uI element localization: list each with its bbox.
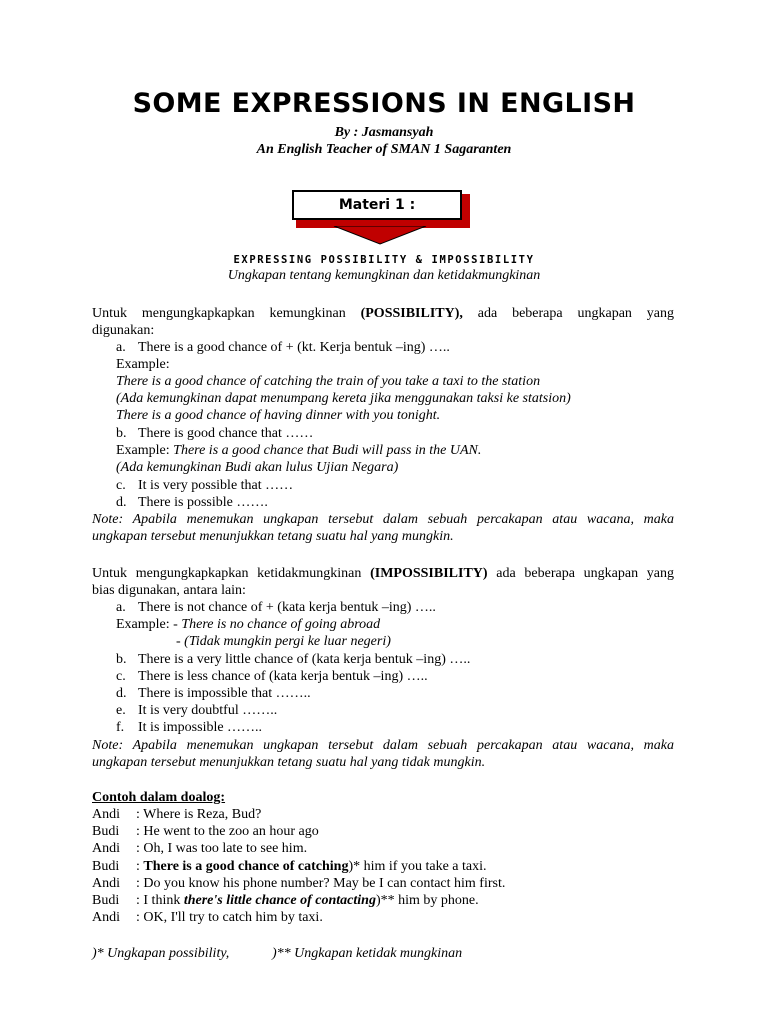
author-line: By : Jasmansyah (334, 125, 434, 140)
list-item-text: There is not chance of + (kata kerja bentuk –ing) ….. (138, 600, 436, 615)
dialog-text: Where is Reza, Bud? (143, 807, 262, 822)
possibility-intro (92, 305, 674, 322)
section-heading: EXPRESSING POSSIBILITY & IMPOSSIBILITY (233, 254, 535, 266)
dialog-text: Do you know his phone number? May be I can contact him first. (143, 876, 506, 891)
speaker-name: Andi (92, 841, 120, 856)
impossibility-item-b (116, 651, 470, 668)
dialog-text: )* him if you take a taxi. (348, 859, 487, 874)
dialog-separator: : (136, 859, 144, 874)
list-marker: e. (116, 703, 126, 718)
dialog-line (92, 875, 505, 892)
example-translation: - (Tidak mungkin pergi ke luar negeri) (176, 634, 391, 649)
possibility-note-line2: ungkapan tersebut menunjukkan tetang suatu hal yang mungkin. (92, 529, 454, 544)
dialog-separator: : (136, 807, 144, 822)
dialog-line (92, 909, 323, 926)
impossibility-note-line2: ungkapan tersebut menunjukkan tetang suatu hal yang tidak mungkin. (92, 755, 486, 770)
example-translation: (Ada kemungkinan Budi akan lulus Ujian Negara) (116, 460, 399, 475)
dialog-line (92, 840, 307, 857)
speaker-name: Budi (92, 824, 120, 839)
dialog-key-expression: There is a good chance of catching (143, 859, 349, 874)
impossibility-item-c (116, 668, 428, 685)
example-translation: (Ada kemungkinan dapat menumpang kereta jika menggunakan taksi ke statsion) (116, 391, 571, 406)
possibility-item-b (116, 425, 313, 442)
list-marker: c. (116, 478, 126, 493)
list-marker: f. (116, 720, 125, 735)
dialog-key-expression: there's little chance of contacting (183, 893, 376, 908)
materi-callout (292, 190, 472, 246)
impossibility-item-a (116, 599, 436, 616)
impossibility-keyword: (IMPOSSIBILITY) (370, 566, 488, 581)
impossibility-intro-tail: ada beberapa ungkapan yang (487, 566, 674, 581)
dialog-separator: : (136, 841, 144, 856)
example-sentence: There is a good chance of having dinner with you tonight. (116, 408, 441, 423)
dialog-separator: : (136, 876, 144, 891)
page-title: SOME EXPRESSIONS IN ENGLISH (132, 88, 636, 119)
materi-label: Materi 1 : (292, 190, 462, 220)
example-label: Example: (116, 443, 174, 458)
dialog-text-pre: I think (143, 893, 184, 908)
list-item-text: There is less chance of (kata kerja bentuk –ing) ….. (138, 669, 428, 684)
dialog-heading: Contoh dalam doalog: (92, 790, 226, 805)
impossibility-item-d (116, 685, 311, 702)
list-item-text: There is impossible that …….. (138, 686, 311, 701)
list-item-text: There is possible ……. (138, 495, 268, 510)
footnote-impossibility: )** Ungkapan ketidak mungkinan (272, 946, 463, 961)
dialog-line (92, 806, 261, 823)
example-label: Example: (116, 357, 170, 372)
list-item-text: There is a very little chance of (kata kerja bentuk –ing) ….. (138, 652, 471, 667)
example-sentence: There is a good chance of catching the train of you take a taxi to the station (116, 374, 541, 389)
dialog-line (92, 858, 487, 875)
down-arrow-icon (330, 226, 430, 246)
example-line (116, 442, 481, 459)
author-role-line: An English Teacher of SMAN 1 Sagaranten (256, 142, 512, 157)
speaker-name: Budi (92, 859, 120, 874)
possibility-keyword: (POSSIBILITY), (360, 306, 463, 321)
possibility-item-a (116, 339, 450, 356)
dialog-line (92, 892, 479, 909)
footnote-possibility: )* Ungkapan possibility, (92, 946, 230, 961)
speaker-name: Andi (92, 807, 120, 822)
possibility-item-d (116, 494, 268, 511)
dialog-separator: : (136, 910, 144, 925)
dialog-text: Oh, I was too late to see him. (143, 841, 308, 856)
example-sentence: There is a good chance that Budi will pass in the UAN. (173, 443, 482, 458)
list-marker: a. (116, 340, 126, 355)
impossibility-item-f (116, 719, 262, 736)
list-item-text: It is impossible …….. (138, 720, 263, 735)
list-item-text: There is a good chance of + (kt. Kerja bentuk –ing) ….. (138, 340, 450, 355)
section-subheading: Ungkapan tentang kemungkinan dan ketidakmungkinan (227, 268, 541, 283)
example-label: Example: (116, 617, 174, 632)
possibility-item-c (116, 477, 293, 494)
speaker-name: Budi (92, 893, 120, 908)
example-sentence: - There is no chance of going abroad (173, 617, 381, 632)
dialog-text: )** him by phone. (375, 893, 479, 908)
list-marker: d. (116, 686, 127, 701)
impossibility-intro-line2: bias digunakan, antara lain: (92, 583, 246, 598)
possibility-intro-tail: ada beberapa ungkapan yang (462, 306, 675, 321)
speaker-name: Andi (92, 876, 120, 891)
possibility-intro-text: Untuk mengungkapkapkan kemungkinan (92, 306, 361, 321)
dialog-text: He went to the zoo an hour ago (143, 824, 319, 839)
speaker-name: Andi (92, 910, 120, 925)
list-item-text: It is very doubtful …….. (138, 703, 278, 718)
dialog-text: OK, I'll try to catch him by taxi. (143, 910, 323, 925)
list-marker: b. (116, 652, 127, 667)
list-marker: b. (116, 426, 127, 441)
impossibility-item-e (116, 702, 277, 719)
dialog-separator: : (136, 824, 144, 839)
dialog-line (92, 823, 319, 840)
example-line (116, 616, 380, 633)
impossibility-intro (92, 565, 674, 582)
list-marker: d. (116, 495, 127, 510)
impossibility-intro-text: Untuk mengungkapkapkan ketidakmungkinan (92, 566, 371, 581)
list-marker: c. (116, 669, 126, 684)
possibility-intro-line2: digunakan: (92, 323, 155, 338)
dialog-separator: : (136, 893, 144, 908)
list-item-text: There is good chance that …… (138, 426, 314, 441)
list-item-text: It is very possible that …… (138, 478, 294, 493)
impossibility-note-line1: Note: Apabila menemukan ungkapan tersebut dalam sebuah percakapan atau wacana, maka (92, 738, 674, 753)
possibility-note-line1: Note: Apabila menemukan ungkapan tersebut dalam sebuah percakapan atau wacana, maka (92, 512, 674, 527)
list-marker: a. (116, 600, 126, 615)
